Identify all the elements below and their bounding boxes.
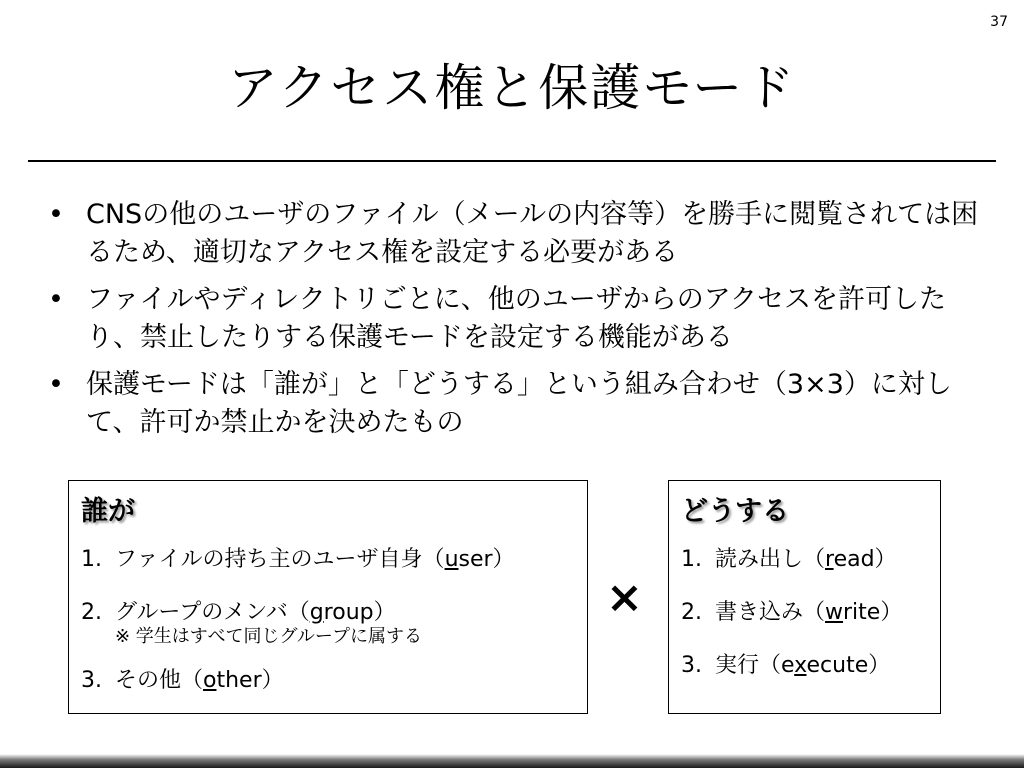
- who-list: [81, 545, 515, 719]
- item-text-post: roup）: [323, 600, 396, 625]
- slide-title: アクセス権と保護モード: [227, 59, 797, 117]
- item-key-letter: x: [794, 653, 807, 678]
- bullet-text: 保護モードは「誰が」と「どうする」という組み合わせ（3×3）に対して、許可か禁止かを決めたもの: [86, 369, 952, 438]
- item-text-pre: 実行（e: [715, 653, 795, 678]
- bullet-text: ファイルやディレクトリごとに、他のユーザからのアクセスを許可したり、禁止したりする保護モードを設定する機能がある: [86, 284, 946, 353]
- item-text-pre: ファイルの持ち主のユーザ自身（: [115, 547, 445, 572]
- item-key-letter: o: [203, 668, 217, 693]
- who-box-heading: 誰が: [81, 496, 135, 527]
- who-item-other: [81, 666, 515, 696]
- bullet-item: [44, 281, 984, 357]
- who-item-group: [81, 598, 515, 648]
- item-number: 2.: [81, 600, 102, 625]
- item-text-pre: 読み出し（: [715, 547, 826, 572]
- item-text-post: rite）: [843, 600, 903, 625]
- bullet-item: [44, 196, 984, 272]
- bullet-list: [44, 196, 984, 451]
- item-key-letter: g: [309, 600, 324, 625]
- who-box: [68, 480, 588, 714]
- item-text-pre: その他（: [115, 668, 204, 693]
- what-box: [668, 480, 941, 714]
- group-note: ※ 学生はすべて同じグループに属する: [115, 626, 423, 647]
- item-key-letter: w: [825, 600, 844, 625]
- what-item-read: [681, 545, 902, 575]
- bullet-marker: •: [48, 199, 64, 230]
- title-divider: [28, 160, 996, 162]
- multiply-operator: ×: [606, 572, 643, 623]
- what-list: [681, 545, 902, 704]
- item-number: 1.: [681, 547, 702, 572]
- item-text-pre: グループのメンバ（: [115, 600, 310, 625]
- item-number: 3.: [81, 668, 102, 693]
- bullet-item: [44, 366, 984, 442]
- item-number: 3.: [681, 653, 702, 678]
- page-number: 37: [990, 14, 1008, 30]
- bullet-text: CNSの他のユーザのファイル（メールの内容等）を勝手に閲覧されては困るため、適切なアクセス権を設定する必要がある: [86, 199, 979, 268]
- item-text-pre: 書き込み（: [715, 600, 826, 625]
- item-number: 1.: [81, 547, 102, 572]
- item-text-post: ther）: [216, 668, 284, 693]
- footer-gradient-bar: [0, 754, 1024, 768]
- bullet-marker: •: [48, 369, 64, 400]
- item-key-letter: r: [825, 547, 834, 572]
- what-item-execute: [681, 651, 902, 681]
- item-text-post: ead）: [833, 547, 897, 572]
- what-item-write: [681, 598, 902, 628]
- item-text-post: ser）: [458, 547, 515, 572]
- item-number: 2.: [681, 600, 702, 625]
- what-box-heading: どうする: [681, 496, 789, 527]
- who-item-user: [81, 545, 515, 575]
- item-key-letter: u: [444, 547, 459, 572]
- item-text-post: ecute）: [806, 653, 891, 678]
- bullet-marker: •: [48, 284, 64, 315]
